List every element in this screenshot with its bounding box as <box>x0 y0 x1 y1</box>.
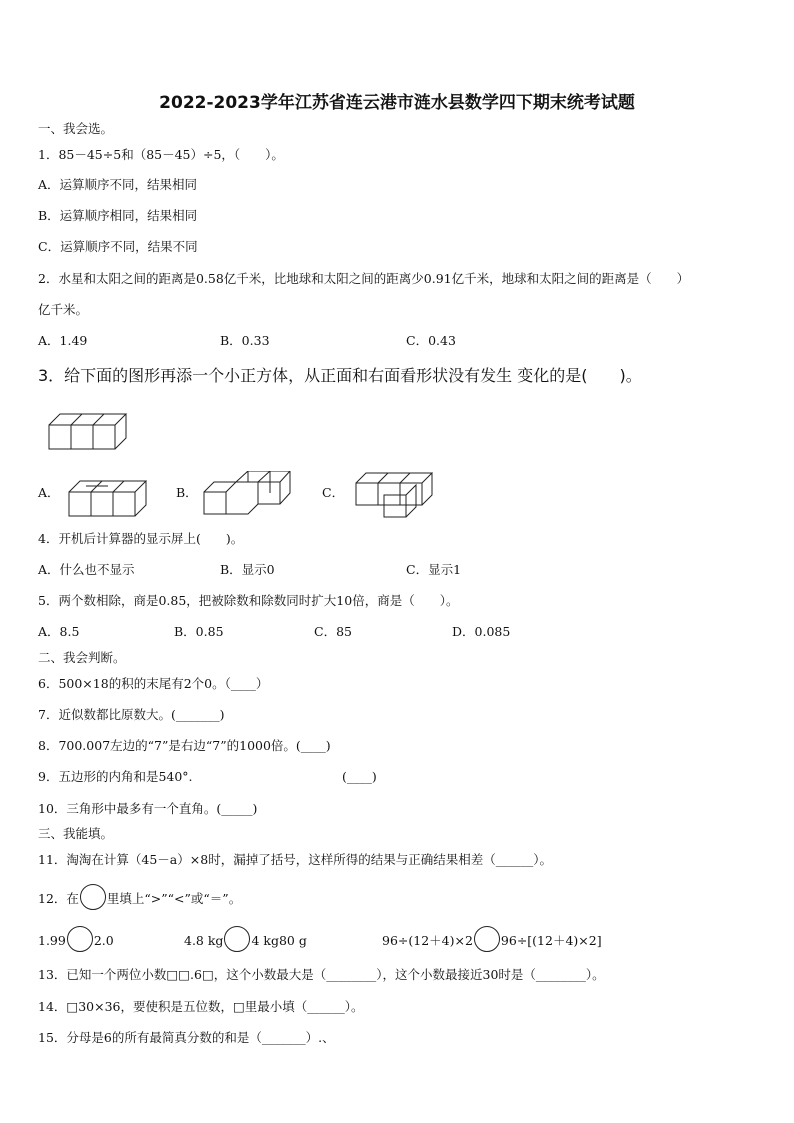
question-2-option-b: B．0.33 <box>220 333 270 348</box>
question-5-option-a: A．8.5 <box>38 624 80 639</box>
compare-circle-icon <box>80 884 106 910</box>
question-3-option-b: B． <box>176 485 198 500</box>
question-10: 10．三角形中最多有一个直角。(_____) <box>38 801 258 816</box>
section-heading-choose: 一、我会选。 <box>38 121 114 136</box>
comparison-1 <box>38 931 114 952</box>
question-1-option-a: A．运算顺序不同，结果相同 <box>38 177 198 192</box>
question-8: 8．700.007左边的“7”是右边“7”的1000倍。(____) <box>38 738 331 753</box>
question-5-option-c: C．85 <box>314 624 352 639</box>
question-14: 14．□30×36，要使积是五位数，□里最小填（______）。 <box>38 999 364 1014</box>
comparison-2 <box>184 931 307 952</box>
question-7: 7．近似数都比原数大。(_______) <box>38 707 225 722</box>
question-11: 11．淘淘在计算（45－a）×8时，漏掉了括号，这样所得的结果与正确结果相差（______）。 <box>38 852 552 867</box>
question-13: 13．已知一个两位小数□□.6□，这个小数最大是（________），这个小数最接近30时是（________）。 <box>38 967 605 982</box>
question-15: 15．分母是6的所有最简真分数的和是（_______）.、 <box>38 1030 335 1045</box>
question-4-option-c: C．显示1 <box>406 562 462 577</box>
cube-figure-option-a <box>66 479 150 519</box>
question-4-option-a: A．什么也不显示 <box>38 562 135 577</box>
question-9: 9．五边形的内角和是540°. <box>38 769 193 784</box>
question-2-option-c: C．0.43 <box>406 333 456 348</box>
question-2-option-a: A．1.49 <box>38 333 88 348</box>
comparison-3-left: 96÷(12＋4)×2 <box>382 933 473 948</box>
cube-figure-option-c <box>354 471 434 519</box>
page-title: 2022-2023学年江苏省连云港市涟水县数学四下期末统考试题 <box>159 93 635 113</box>
question-3: 3．给下面的图形再添一个小正方体，从正面和右面看形状没有发生 变化的是( )。 <box>38 366 642 385</box>
question-3-option-c: C． <box>322 485 345 500</box>
cube-figure-option-b <box>202 471 294 517</box>
comparison-2-right: 4 kg80 g <box>251 933 307 948</box>
question-2-line-2: 亿千米。 <box>38 302 89 317</box>
cube-figure-original <box>48 412 130 452</box>
question-1-option-c: C．运算顺序不同，结果不同 <box>38 239 198 254</box>
question-9-answer-blank: (____) <box>342 769 377 784</box>
question-4-option-b: B．显示0 <box>220 562 275 577</box>
compare-circle-icon <box>67 926 93 952</box>
question-5-option-b: B．0.85 <box>174 624 224 639</box>
question-5-option-d: D．0.085 <box>452 624 511 639</box>
question-5: 5．两个数相除，商是0.85，把被除数和除数同时扩大10倍，商是（ ）。 <box>38 593 459 608</box>
comparison-2-left: 4.8 kg <box>184 933 224 948</box>
question-1: 1．85－45÷5和（85－45）÷5，（ ）。 <box>38 147 284 162</box>
question-4: 4．开机后计算器的显示屏上( )。 <box>38 531 244 546</box>
question-1-option-b: B．运算顺序相同，结果相同 <box>38 208 198 223</box>
section-heading-fill: 三、我能填。 <box>38 826 114 841</box>
section-heading-judge: 二、我会判断。 <box>38 650 126 665</box>
question-3-option-a: A． <box>38 485 60 500</box>
question-12-prefix: 12．在 <box>38 891 79 906</box>
comparison-1-right: 2.0 <box>93 933 114 948</box>
question-6: 6．500×18的积的末尾有2个0。（____） <box>38 676 269 691</box>
comparison-3 <box>382 931 602 952</box>
compare-circle-icon <box>474 926 500 952</box>
comparison-1-left: 1.99 <box>38 933 66 948</box>
compare-circle-icon <box>224 926 250 952</box>
question-12 <box>38 889 241 910</box>
comparison-3-right: 96÷[(12＋4)×2] <box>500 933 602 948</box>
question-2-line-1: 2．水星和太阳之间的距离是0.58亿千米，比地球和太阳之间的距离少0.91亿千米，地球和太阳之间的距离是（ ） <box>38 271 690 286</box>
question-12-suffix: 里填上“>”“<”或“＝”。 <box>106 891 242 906</box>
